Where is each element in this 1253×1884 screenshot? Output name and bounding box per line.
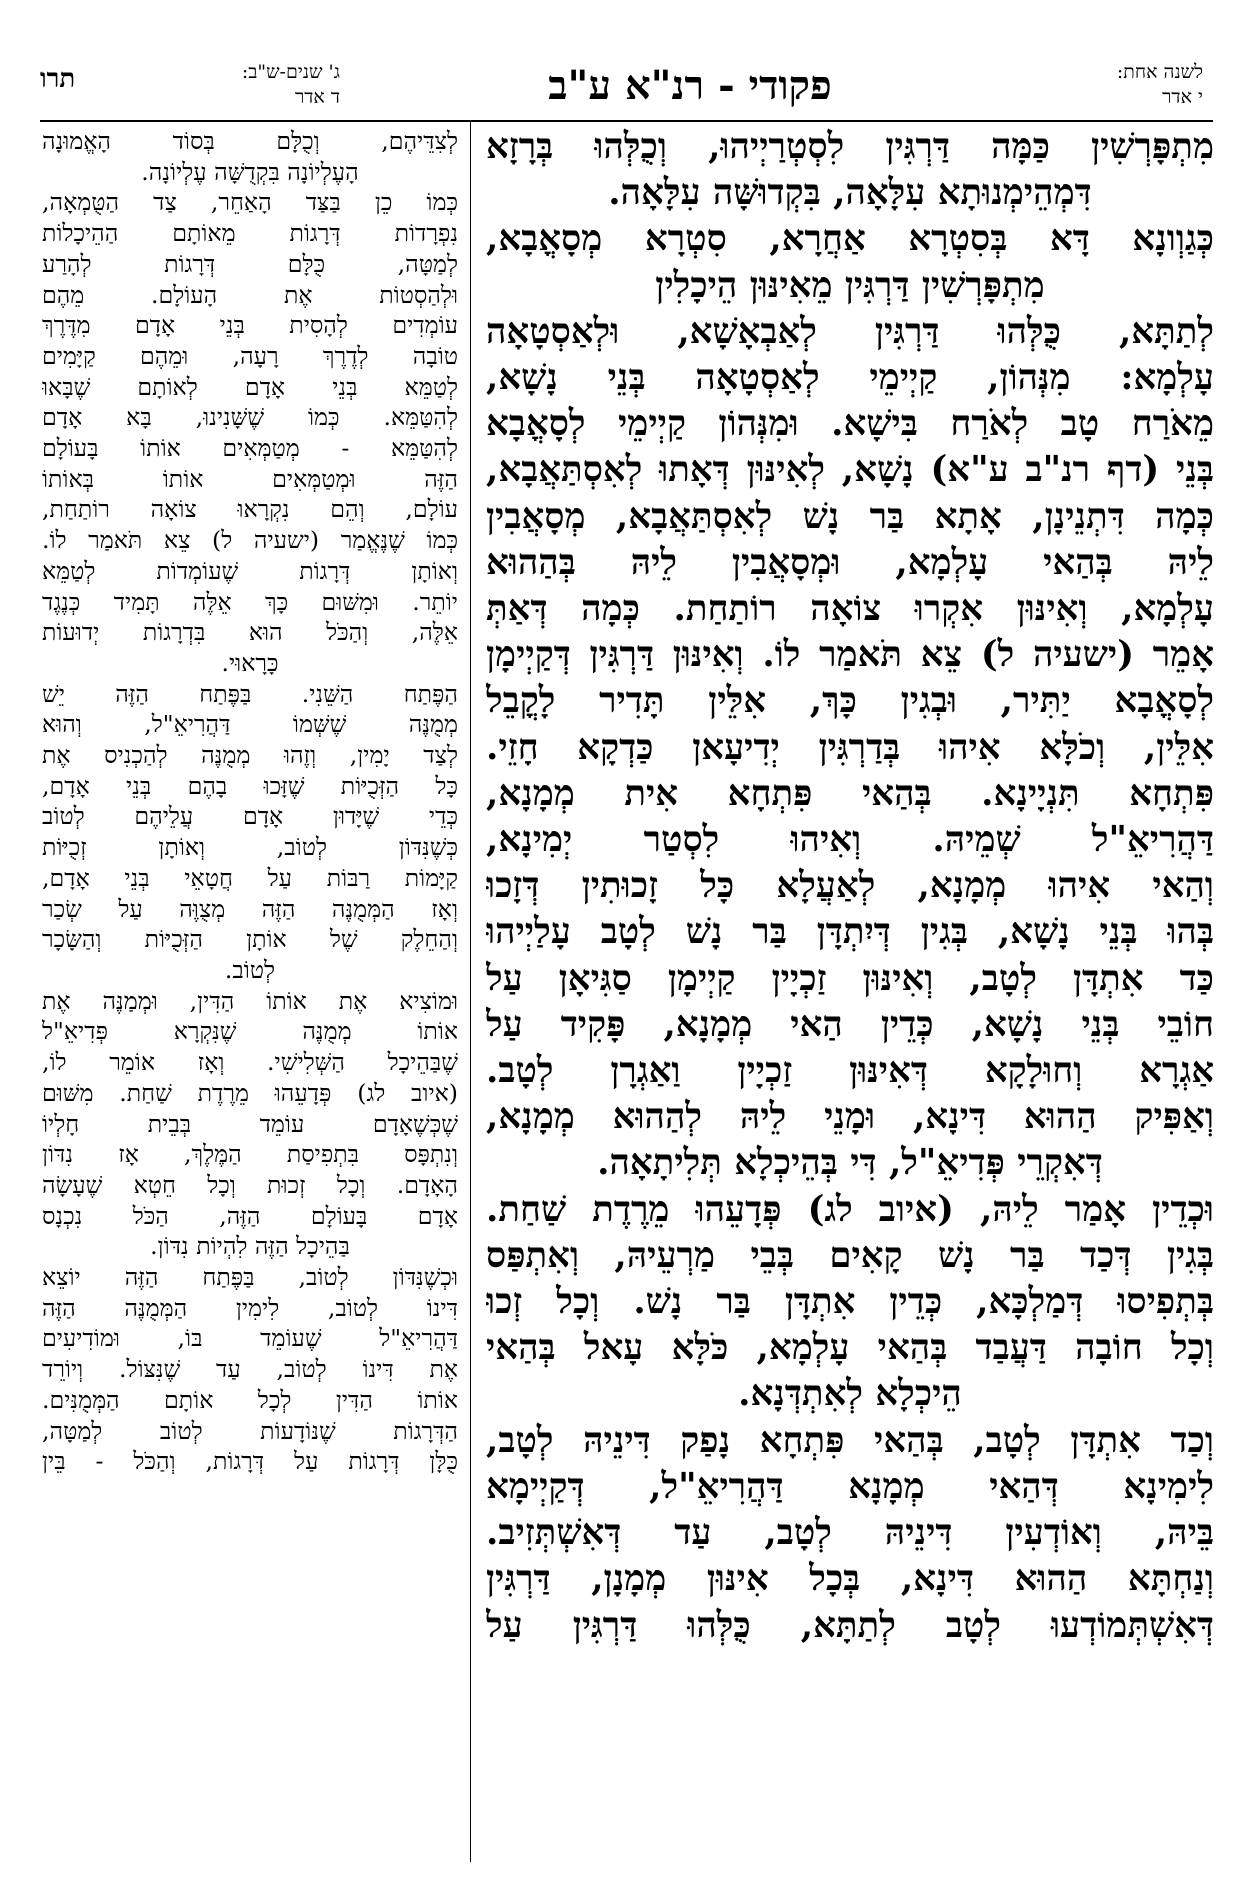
commentary-line: דִּינוֹ לְטוֹב, לִימִין הַמְּמֻנֶּה הַזֶּה <box>42 1293 458 1322</box>
commentary-line: וּכְשֶׁנִּדּוֹן לְטוֹב, בַּפֶּתַח הַזֶּה יוֹצֵא <box>42 1263 458 1292</box>
main-text-line: בֵּיהּ, וְאוֹדְעִין דִּינֵיהּ לְטָב, עַד דְּאִשְׁתְּזִיב. <box>486 1512 1214 1554</box>
commentary-line: שֶׁבַּהֵיכָל הַשְּׁלִישִׁי. וְאָז אוֹמֵר לוֹ, <box>42 1048 458 1077</box>
main-text-line: מֵאֹרַח טָב לְאֹרַח בִּישָׁא. וּמִנְּהוֹן קַיְימֵי לְסָאֳבָא <box>486 403 1214 445</box>
main-text-line: בְּנֵי (דף רנ"ב ע"א) נָשָׁא, לְאִינּוּן דְּאָתוּ לְאִסְתַּאֲבָא, <box>486 449 1214 491</box>
commentary-line: הַדְּרָגוֹת שֶׁנּוֹדָעוֹת לְטוֹב לְמַטָּה, <box>42 1416 458 1445</box>
header-study-cycle-right <box>903 60 1203 120</box>
main-text-line: עָלְמָא, וְאִינּוּן אִקְרוּ צוֹאָה רוֹתַחַת. כְּמָה דְּאַתְּ <box>486 588 1214 630</box>
commentary-line: כְּמוֹ שֶׁנֶּאֱמַר (ישעיה ל) צֵא תֹּאמַר לוֹ. <box>42 526 458 555</box>
main-text-line: וְהַאי אִיהוּ מְמָנָא, לְאַעֲלָא כָּל זָכוּתִין דְּזָכוּ <box>486 865 1214 907</box>
commentary-line: וּלְהַסְטוֹת אֶת הָעוֹלָם. מֵהֶם <box>42 280 458 309</box>
commentary-line: כְּמוֹ כֵן בַּצַּד הָאַחֵר, צַד הַטֻּמְאָה, <box>42 188 458 217</box>
commentary-line: דַּהֲרִיאֵ"ל שֶׁעוֹמֵד בּוֹ, וּמוֹדִיעִים <box>42 1324 458 1353</box>
commentary-line: עוֹמְדִים לְהָסִית בְּנֵי אָדָם מִדֶּרֶךְ <box>42 311 458 340</box>
commentary-line: שֶׁכְּשֶׁאָדָם עוֹמֵד בְּבֵית חָלְיוֹ <box>42 1109 458 1138</box>
commentary-line: נִפְרָדוֹת דְּרָגוֹת מֵאוֹתָם הַהֵיכָלוֹת <box>42 219 458 248</box>
main-text-column <box>486 124 1214 1649</box>
page-number: תרו <box>40 64 76 94</box>
commentary-line: אוֹתוֹ מְמֻנֶּה שֶׁנִּקְרָא פְּדִיאֵ"ל <box>42 1017 458 1046</box>
main-text-line: כְּמָה דִּתְנֵינָן, אָתָא בַּר נָשׁ לְאִסְתַּאֲבָא, מְסָאֲבִין <box>486 495 1214 537</box>
commentary-line: אֶת דִּינוֹ לְטוֹב, עַד שֶׁנִּצּוֹל. וְיוֹרֵד <box>42 1355 458 1384</box>
main-text-line: וְנַחְתָּא הַהוּא דִּינָא, בְּכָל אִינּוּן מְמָנָן, דַּרְגִּין <box>486 1558 1214 1600</box>
commentary-line: לְהִטַּמֵּא. כְּמוֹ שֶׁשָּׁנִינוּ, בָּא אָדָם <box>42 403 458 432</box>
main-text-line: הֵיכְלָא לְאִתְדְּנָא. <box>738 1373 962 1415</box>
commentary-line: בַּהֵיכָל הַזֶּה לִהְיוֹת נִדּוֹן. <box>150 1232 350 1261</box>
main-text-line: דְּאִקְרֵי פְּדִיאֵ"ל, דִּי בְּהֵיכְלָא תְּלִיתָאָה. <box>597 1142 1103 1184</box>
header-divider <box>40 120 1213 122</box>
commentary-line: הָעֶלְיוֹנָה בִּקְדֻשָּׁה עֶלְיוֹנָה. <box>141 157 359 186</box>
commentary-line: כָּרָאוּי. <box>221 648 279 677</box>
main-text-line: כַּד אִתְדָּן לְטָב, וְאִינּוּן זַכְיָין קַיְימָן סַגִּיאָן עַל <box>486 957 1214 999</box>
main-text-line: לִימִינָא דְּהַאי מְמָנָא דַּהֲרִיאֵ"ל, דְּקַיְימָא <box>486 1465 1214 1507</box>
commentary-line: טוֹבָה לְדֶרֶךְ רָעָה, וּמֵהֶם קַיָּמִים <box>42 341 458 370</box>
main-text-line: וְאַפִּיק הַהוּא דִּינָא, וּמָנֵי לֵיהּ לְהַהוּא מְמָנָא, <box>486 1096 1214 1138</box>
commentary-line: אֵלֶּה, וְהַכֹּל הוּא בִּדְרָגוֹת יְדוּעוֹת <box>42 618 458 647</box>
header-cycle-label: ג' שנים-ש"ב: <box>241 61 340 83</box>
commentary-line: לְמַטָּה, כֻּלָּם דְּרָגוֹת לְהָרַע <box>42 249 458 278</box>
main-text-line: דַּהֲרִיאֵ"ל שְׁמֵיהּ. וְאִיהוּ לִסְטַר יְמִינָא, <box>486 819 1214 861</box>
main-text-line: מִתְפָּרְשִׁין כַּמָּה דַּרְגִּין לִסְטְרַיְיהוּ, וְכֻלְּהוּ בְּרָזָא <box>486 126 1214 167</box>
column-divider <box>470 122 471 1862</box>
header-cycle-date: ד אדר <box>294 86 340 108</box>
commentary-line: כְּדֵי שֶׁיָּדוּן אָדָם עֲלֵיהֶם לְטוֹב <box>42 802 458 831</box>
commentary-line: וְנִתְפָּס בִּתְפִיסַת הַמֶּלֶךְ, אָז נִדּוֹן <box>42 1140 458 1169</box>
main-text-line: בְּהוּ בְּנֵי נָשָׁא, בְּגִין דְּיִתְדָּן בַּר נָשׁ לְטָב עָלַיְיהוּ <box>486 911 1214 953</box>
commentary-line: לְהִטַּמֵּא - מְטַמְּאִים אוֹתוֹ בָּעוֹלָם <box>42 434 458 463</box>
commentary-line: וְאָז הַמְּמֻנֶּה הַזֶּה מְצֻוֶּה עַל שְׂכַר <box>42 894 458 923</box>
commentary-line: קַיָּמוֹת רַבּוֹת עַל חֲטָאֵי בְּנֵי אָדָם, <box>42 863 458 892</box>
commentary-line: כָּל הַזְּכֻיּוֹת שֶׁזָּכוּ בָהֶם בְּנֵי אָדָם, <box>42 771 458 800</box>
main-text-line: לְתַתָּא, כֻּלְּהוּ דַּרְגִּין לְאַבְאָשָׁא, וּלְאַסְטָאָה <box>486 310 1214 352</box>
commentary-line: כֻּלָּן דְּרָגוֹת עַל דְּרָגוֹת, וְהַכֹּל - בֵּין <box>42 1447 458 1476</box>
main-text-line: וְכַד אִתְדָּן לְטָב, בְּהַאי פִּתְחָא נָפַק דִּינֵיהּ לְטָב, <box>486 1419 1214 1461</box>
header-cycle-date: י אדר <box>1162 86 1203 108</box>
commentary-line: לְצִדֵּיהֶם, וְכֻלָּם בְּסוֹד הָאֱמוּנָה <box>42 127 458 155</box>
main-text-line: חוֹבֵי בְּנֵי נָשָׁא, כְּדֵין הַאי מְמָנָא, פָּקִיד עַל <box>486 1003 1214 1045</box>
commentary-line: (איוב לג) פְּדָעֵהוּ מֵרֶדֶת שַׁחַת. מִשּׁוּם <box>42 1078 458 1107</box>
main-text-line: אִלֵּין, וְכֹלָּא אִיהוּ בְּדַרְגִּין יְדִיעָאן כַּדְקָא חָזֵי. <box>486 726 1214 768</box>
commentary-line: לְצַד יָמִין, וְזֶהוּ מְמֻנֶּה לְהַכְנִיס אֶת <box>42 741 458 770</box>
main-text-line: מִתְפָּרְשִׁין דַּרְגִּין מֵאִינּוּן הֵיכָלִין <box>655 264 1045 306</box>
main-text-line: לְסָאֳבָא יַתִּיר, וּבְגִין כָּךְ, אִלֵּין תָּדִיר לָקֳבֵל <box>486 680 1214 722</box>
commentary-line: לְטַמֵּא בְּנֵי אָדָם לְאוֹתָם שֶׁבָּאוּ <box>42 372 458 401</box>
commentary-line: וְאוֹתָן דְּרָגוֹת שֶׁעוֹמְדוֹת לְטַמֵּא <box>42 556 458 585</box>
commentary-line: וְהַחֵלֶק שֶׁל אוֹתָן הַזְּכֻיּוֹת וְהַשָּׂכָר <box>42 925 458 954</box>
main-text-line: אָמֵר (ישעיה ל) צֵא תֹּאמַר לוֹ. וְאִינּוּן דַּרְגִּין דְּקַיְימָן <box>486 634 1214 676</box>
commentary-line: יוֹתֵר. וּמִשּׁוּם כָּךְ אֵלֶּה תָּמִיד כְּנֶגֶד <box>42 587 458 616</box>
commentary-line: וּמוֹצִיא אֶת אוֹתוֹ הַדִּין, וּמְמַנֶּה אֶת <box>42 986 458 1015</box>
page-title: פקודי - רנ"א ע"ב <box>548 62 832 109</box>
header-cycle-label: לשנה אחת: <box>1116 61 1203 83</box>
commentary-line: כְּשֶׁנִּדּוֹן לְטוֹב, וְאוֹתָן זְכֻיּוֹת <box>42 833 458 862</box>
main-text-line: דְּאִשְׁתְּמוֹדְעוּ לְטָב לְתַתָּא, כֻּלְּהוּ דַּרְגִּין עַל <box>486 1604 1214 1646</box>
commentary-line: עוֹלָם, וְהֵם נִקְרָאוּ צוֹאָה רוֹתַחַת, <box>42 495 458 524</box>
commentary-line: הָאָדָם. וְכָל זְכוּת וְכָל חֵטְא שֶׁעָשָׂה <box>42 1170 458 1199</box>
main-text-line: בְּתְפִיסוּ דְּמַלְכָּא, כְּדֵין אִתְדָּן בַּר נָשׁ. וְכָל זְכוּ <box>486 1281 1214 1323</box>
commentary-column <box>42 126 458 1477</box>
main-text-line: כְּגַוְונָא דָּא בְּסִטְרָא אַחֲרָא, סִטְרָא מְסָאֳבָא, <box>486 218 1214 260</box>
commentary-line: הַפֶּתַח הַשֵּׁנִי. בַּפֶּתַח הַזֶּה יֵשׁ <box>42 679 458 708</box>
commentary-line: אָדָם בָּעוֹלָם הַזֶּה, הַכֹּל נִכְנָס <box>42 1201 458 1230</box>
main-text-line: פִּתְחָא תִּנְיָינָא. בְּהַאי פִּתְחָא אִית מְמָנָא, <box>486 772 1214 814</box>
commentary-line: מְמֻנֶּה שֶׁשְּׁמוֹ דַּהֲרִיאֵ"ל, וְהוּא <box>42 710 458 739</box>
commentary-line: לְטוֹב. <box>224 955 276 984</box>
main-text-line: עָלְמָא: מִנְּהוֹן, קַיְימֵי לְאַסְטָאָה בְּנֵי נָשָׁא, <box>486 357 1214 399</box>
commentary-line: אוֹתוֹ הַדִּין לְכָל אוֹתָם הַמְּמֻנִּים. <box>42 1385 458 1414</box>
main-text-line: אַגְרָא וְחוּלָקָא דְּאִינּוּן זַכְיָין וַאַגְרָן לְטָב. <box>486 1050 1214 1092</box>
main-text-line: וְכָל חוֹבָה דַּעֲבַד בְּהַאי עָלְמָא, כֹּלָּא עָאל בְּהַאי <box>486 1327 1214 1369</box>
main-text-line: לֵיהּ בְּהַאי עָלְמָא, וּמְסָאֲבִין לֵיהּ בְּהַהוּא <box>486 541 1214 583</box>
main-text-line: בְּגִין דְּכַד בַּר נָשׁ קָאִים בְּבֵי מַרְעֵיהּ, וְאִתְפַּס <box>486 1234 1214 1276</box>
main-text-line: וּכְדֵין אָמַר לֵיהּ, (איוב לג) פְּדָעֵהוּ מֵרֶדֶת שַׁחַת. <box>486 1188 1214 1230</box>
header-study-cycle-left <box>140 60 340 120</box>
commentary-line: הַזֶּה וּמְטַמְּאִים אוֹתוֹ בְּאוֹתוֹ <box>42 464 458 493</box>
main-text-line: דִּמְהֵימְנוּתָא עִלָּאָה, בִּקְדוּשָּׁה עִלָּאָה. <box>608 172 1092 214</box>
